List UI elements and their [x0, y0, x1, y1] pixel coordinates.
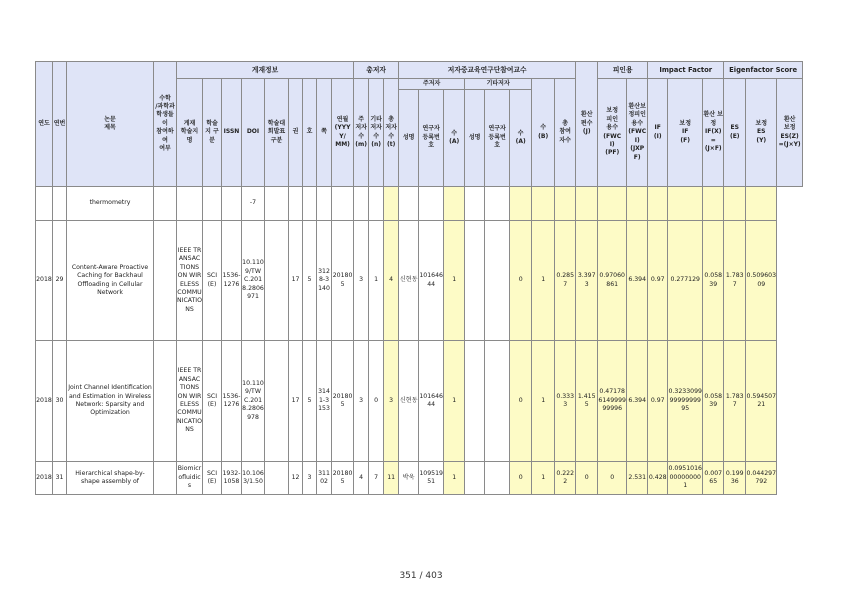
group-main-author: 주저자 — [399, 79, 465, 90]
cell-j: 0.3333 — [555, 341, 576, 462]
cell-pf — [576, 187, 598, 221]
cell-a: 1 — [444, 341, 465, 462]
cell-doi: 10.1109/TWC.2018.2806978 — [242, 341, 265, 462]
page-number: 351 / 403 — [399, 571, 443, 581]
col-other-a: 수 (A) — [510, 90, 532, 187]
cell-if: 6.394 — [627, 341, 648, 462]
cell-title: Joint Channel Identification and Estimation in Wireless Network: Sparsity and Optimization — [67, 341, 154, 462]
cell-jxpf: 0.47178614999999996 — [598, 341, 627, 462]
cell-e: 0.00765 — [703, 462, 724, 495]
cell-n: 1 — [369, 221, 384, 341]
table-row — [36, 187, 803, 221]
cell-issn: 1536-1276 — [222, 221, 242, 341]
cell-name — [399, 187, 419, 221]
cell-f: 0.97 — [648, 221, 668, 341]
cell-seq: 31 — [53, 462, 67, 495]
cell-e: 0.05839 — [703, 341, 724, 462]
cell-year: 2018 — [36, 462, 53, 495]
cell-doi: -7 — [242, 187, 265, 221]
cell-a: 1 — [444, 221, 465, 341]
cell-name: 박욱 — [399, 462, 419, 495]
cell-field — [265, 341, 289, 462]
cell-doi: 10.1063/1.50 — [242, 462, 265, 495]
cell-j: 0.2222 — [555, 462, 576, 495]
col-if-conv: 환산 보정 IF(X) = (J×F) — [703, 79, 724, 187]
cell-b: 0 — [510, 462, 532, 495]
cell-jxpf — [598, 187, 627, 221]
cell-pf: 0 — [576, 462, 598, 495]
col-date: 연월 (YYYY/ MM) — [332, 79, 354, 187]
cell-z: 0.50960309 — [746, 221, 777, 341]
cell-a: 1 — [444, 462, 465, 495]
cell-date: 201805 — [332, 462, 354, 495]
cell-pf: 1.4155 — [576, 341, 598, 462]
cell-t: 4 — [384, 221, 399, 341]
cell-name: 신현동 — [399, 221, 419, 341]
col-field: 학술대 회발표 구분 — [265, 79, 289, 187]
cell-journal — [177, 187, 203, 221]
cell-category — [203, 187, 222, 221]
cell-year — [36, 187, 53, 221]
cell-jxpf: 0.97060861 — [598, 221, 627, 341]
cell-page — [317, 187, 332, 221]
cell-t: 11 — [384, 462, 399, 495]
col-if-corr: 보정 IF (F) — [668, 79, 703, 187]
cell-date — [332, 187, 354, 221]
cell-seq: 29 — [53, 221, 67, 341]
col-main-reg: 연구자 등록번 호 — [419, 90, 444, 187]
cell-vol — [289, 187, 303, 221]
col-title: 논문 제목 — [67, 62, 154, 187]
cell-e — [703, 187, 724, 221]
cell-x — [668, 187, 703, 221]
cell-math — [154, 462, 177, 495]
cell-date: 201805 — [332, 221, 354, 341]
cell-y: 1.7837 — [724, 221, 746, 341]
cell-date: 201805 — [332, 341, 354, 462]
group-citations: 피인용 — [598, 62, 648, 79]
cell-n — [369, 187, 384, 221]
cell-total: 1 — [532, 221, 555, 341]
col-es-conv: 환산 보정 ES(Z) =(J×Y) — [777, 79, 803, 187]
cell-a — [444, 187, 465, 221]
cell-name2 — [465, 221, 485, 341]
table-row — [36, 221, 803, 341]
col-page: 쪽 — [317, 79, 332, 187]
cell-category: SCI(E) — [203, 221, 222, 341]
cell-m: 3 — [354, 221, 369, 341]
cell-page: 3128-3140 — [317, 221, 332, 341]
cell-name2 — [465, 341, 485, 462]
cell-title: Content-Aware Proactive Caching for Backhaul Offloading in Cellular Network — [67, 221, 154, 341]
col-vol: 권 — [289, 79, 303, 187]
cell-issn: 1536-1276 — [222, 341, 242, 462]
cell-issn: 1932-1058 — [222, 462, 242, 495]
col-count-a: 수 (A) — [444, 90, 465, 187]
col-count-b: 수 (B) — [532, 79, 555, 187]
cell-x: 0.32330999999999995 — [668, 341, 703, 462]
col-other-authors: 기타 저자 수 (n) — [369, 79, 384, 187]
cell-m: 4 — [354, 462, 369, 495]
cell-if: 2.531 — [627, 462, 648, 495]
cell-journal: IEEE TRANSACTIONS ON WIRELESS COMMUNICATIONS — [177, 221, 203, 341]
table-row — [36, 341, 803, 462]
cell-title: thermometry — [67, 187, 154, 221]
col-es-raw: ES (E) — [724, 79, 746, 187]
cell-reg: 10164644 — [419, 221, 444, 341]
col-no: 호 — [303, 79, 317, 187]
cell-vol: 17 — [289, 221, 303, 341]
cell-t: 3 — [384, 341, 399, 462]
cell-z: 0.59450721 — [746, 341, 777, 462]
cell-total: 1 — [532, 341, 555, 462]
cell-field — [265, 462, 289, 495]
group-other-author: 기타저자 — [465, 79, 532, 90]
cell-f: 0.97 — [648, 341, 668, 462]
col-total-participants: 총 참여 자수 — [555, 79, 576, 187]
col-fwci-conv: 환산보 정피인 용수 (FWCI) (JXPF) — [627, 79, 648, 187]
cell-f: 0.428 — [648, 462, 668, 495]
cell-b: 0 — [510, 341, 532, 462]
publication-table — [35, 61, 803, 495]
cell-j — [555, 187, 576, 221]
cell-no: 3 — [303, 462, 317, 495]
group-impact: Impact Factor — [648, 62, 724, 79]
col-if-raw: IF (I) — [648, 79, 668, 187]
cell-b: 0 — [510, 221, 532, 341]
cell-year: 2018 — [36, 221, 53, 341]
cell-journal: IEEE TRANSACTIONS ON WIRELESS COMMUNICATIONS — [177, 341, 203, 462]
cell-m — [354, 187, 369, 221]
col-math: 수학 /과학과 학생들이 참여하여 여부 — [154, 62, 177, 187]
group-participants: 저자중교육연구단참여교수 — [399, 62, 576, 79]
cell-reg2 — [485, 462, 510, 495]
cell-field — [265, 187, 289, 221]
col-issn: ISSN — [222, 79, 242, 187]
cell-y: 0.19936 — [724, 462, 746, 495]
cell-reg2 — [485, 341, 510, 462]
cell-j: 0.2857 — [555, 221, 576, 341]
cell-z — [746, 187, 777, 221]
col-fwci: 보정 피인 용수 (FWC I) (PF) — [598, 79, 627, 187]
cell-reg: 10164644 — [419, 341, 444, 462]
cell-if: 6.394 — [627, 221, 648, 341]
cell-name2 — [465, 187, 485, 221]
cell-title: Hierarchical shape-by-shape assembly of — [67, 462, 154, 495]
cell-math — [154, 187, 177, 221]
cell-seq: 30 — [53, 341, 67, 462]
cell-category: SCI(E) — [203, 462, 222, 495]
group-eigen: Eigenfactor Score — [724, 62, 803, 79]
cell-reg2 — [485, 221, 510, 341]
cell-no — [303, 187, 317, 221]
cell-total: 1 — [532, 462, 555, 495]
cell-math — [154, 221, 177, 341]
table-row — [36, 462, 803, 495]
cell-reg2 — [485, 187, 510, 221]
col-other-name: 성명 — [465, 90, 485, 187]
cell-e: 0.05839 — [703, 221, 724, 341]
cell-y — [724, 187, 746, 221]
cell-b — [510, 187, 532, 221]
cell-vol: 12 — [289, 462, 303, 495]
cell-vol: 17 — [289, 341, 303, 462]
cell-year: 2018 — [36, 341, 53, 462]
cell-seq — [53, 187, 67, 221]
col-seq: 연번 — [53, 62, 67, 187]
cell-reg — [419, 187, 444, 221]
cell-if — [627, 187, 648, 221]
col-doi: DOI — [242, 79, 265, 187]
cell-x: 0.277129 — [668, 221, 703, 341]
col-journal: 게재 학술지 명 — [177, 79, 203, 187]
cell-issn — [222, 187, 242, 221]
cell-m: 3 — [354, 341, 369, 462]
cell-no: 5 — [303, 341, 317, 462]
cell-page: 31102 — [317, 462, 332, 495]
col-other-reg: 연구자 등록번 호 — [485, 90, 510, 187]
cell-y: 1.7837 — [724, 341, 746, 462]
cell-page: 3141-3153 — [317, 341, 332, 462]
col-es-corr: 보정 ES (Y) — [746, 79, 777, 187]
cell-n: 0 — [369, 341, 384, 462]
col-year: 연도 — [36, 62, 53, 187]
cell-pf: 3.3973 — [576, 221, 598, 341]
cell-journal: Biomicrofluidics — [177, 462, 203, 495]
cell-field — [265, 221, 289, 341]
col-converted: 환산 편수 (J) — [576, 62, 598, 187]
col-category: 학술 지 구 분 — [203, 79, 222, 187]
col-total-count: 총 저자 수 (t) — [384, 79, 399, 187]
cell-category: SCI(E) — [203, 341, 222, 462]
cell-math — [154, 341, 177, 462]
cell-name: 신현동 — [399, 341, 419, 462]
cell-x: 0.0951016000000001 — [668, 462, 703, 495]
col-main-name: 성명 — [399, 90, 419, 187]
cell-no: 5 — [303, 221, 317, 341]
cell-z: 0.044297792 — [746, 462, 777, 495]
col-main-authors: 주 저자 수 (m) — [354, 79, 369, 187]
cell-reg: 10951951 — [419, 462, 444, 495]
cell-f — [648, 187, 668, 221]
cell-name2 — [465, 462, 485, 495]
cell-doi: 10.1109/TWC.2018.2806971 — [242, 221, 265, 341]
cell-total — [532, 187, 555, 221]
cell-jxpf: 0 — [598, 462, 627, 495]
cell-n: 7 — [369, 462, 384, 495]
group-pub-info: 게재정보 — [177, 62, 354, 79]
cell-t — [384, 187, 399, 221]
group-total-authors: 총저자 — [354, 62, 399, 79]
